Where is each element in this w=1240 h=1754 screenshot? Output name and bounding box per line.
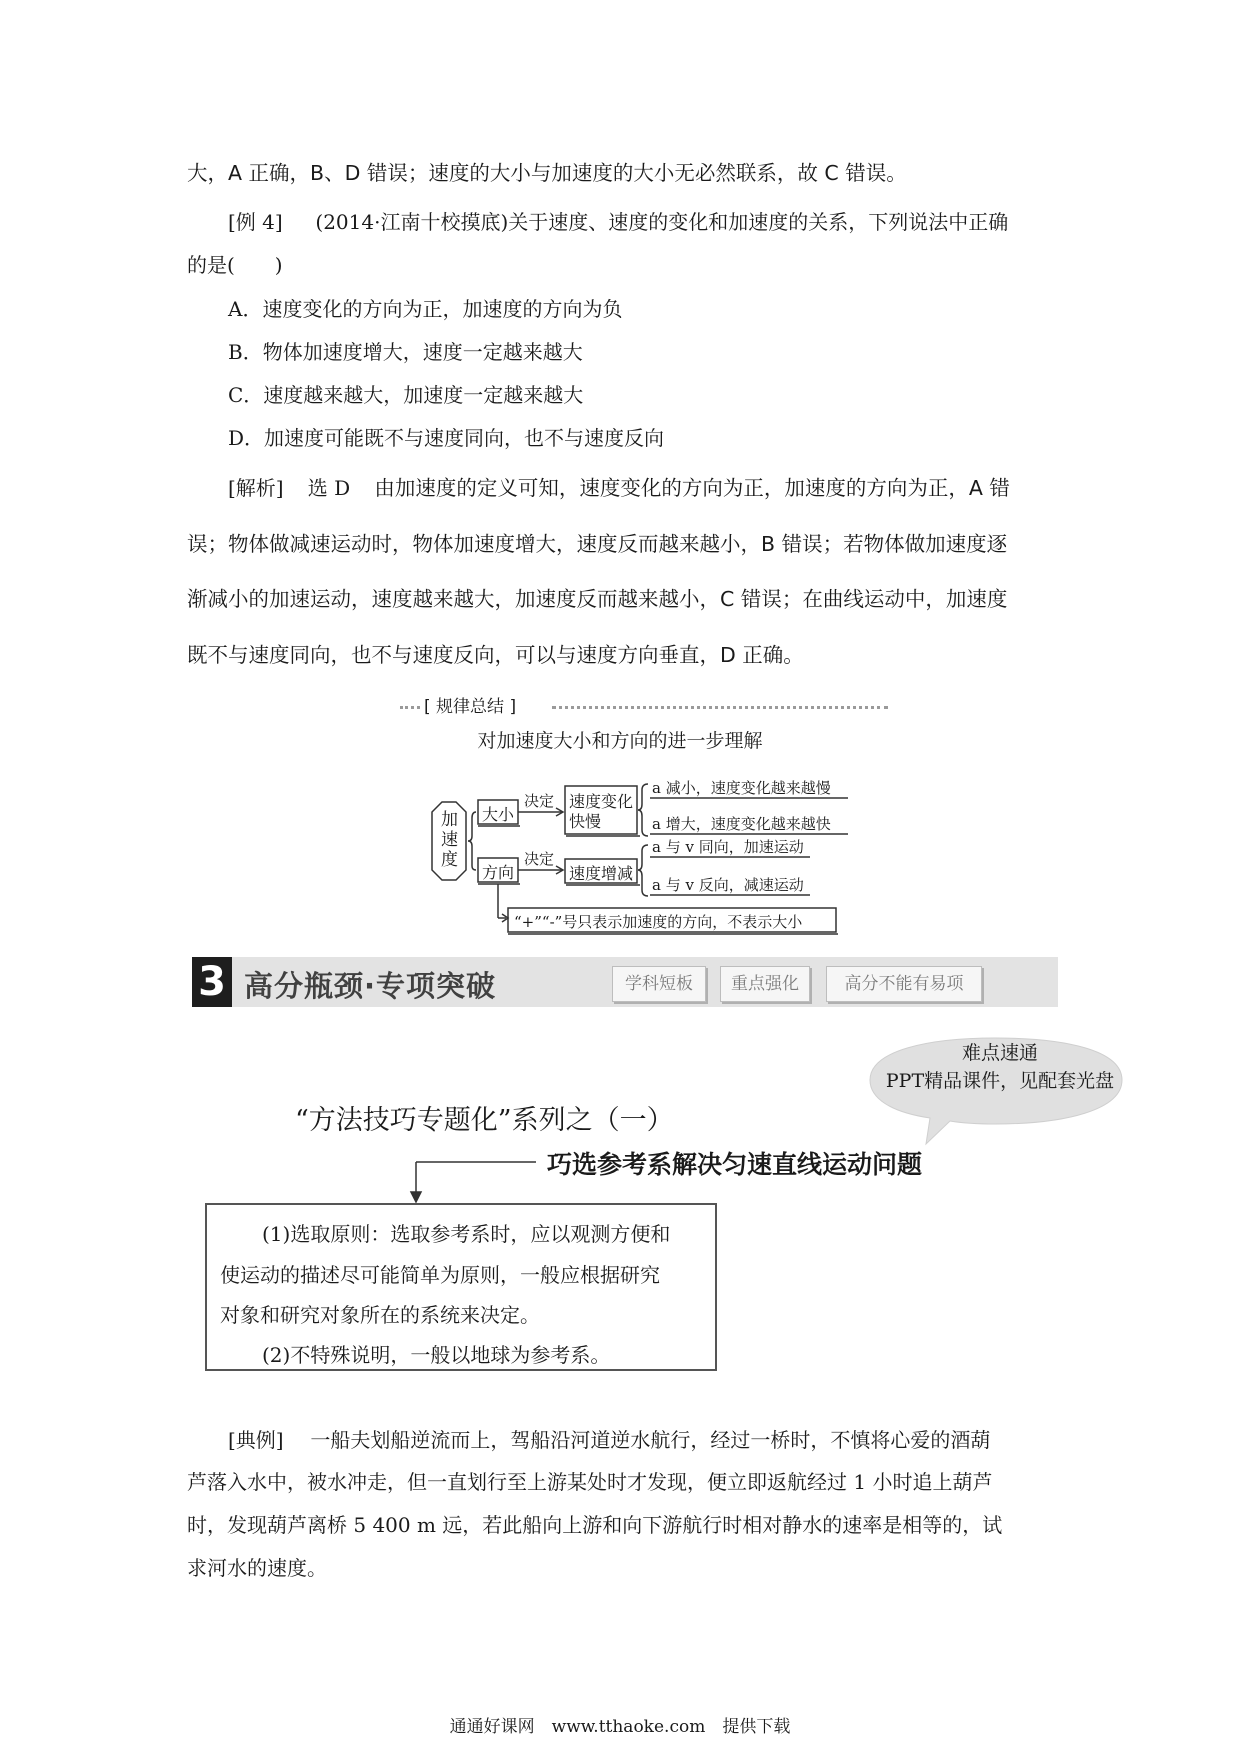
example4-source: (2014·江南十校摸底) <box>315 210 509 234</box>
tag-subject-weakness[interactable]: 学科短板 <box>612 966 706 1002</box>
typical-label: [典例] <box>228 1428 284 1452</box>
decide-label-1: 决定 <box>524 792 555 810</box>
sign-note-text: “+”“-”号只表示加速度的方向，不表示大小 <box>514 913 803 931</box>
box-line-4: (2)不特殊说明，一般以地球为参考系。 <box>262 1343 611 1367</box>
analysis-line-3: 渐减小的加速运动，速度越来越大，加速度反而越来越小，C 错误；在曲线运动中，加速度 <box>187 587 1008 611</box>
box-line-1: (1)选取原则：选取参考系时，应以观测方便和 <box>262 1222 671 1246</box>
typical-line-1: 一船夫划船逆流而上，驾船沿河道逆水航行，经过一桥时，不慎将心爱的酒葫 <box>310 1428 991 1452</box>
option-c: C．速度越来越大，加速度一定越来越大 <box>228 383 584 407</box>
typical-line-4: 求河水的速度。 <box>187 1556 327 1580</box>
option-a: A．速度变化的方向为正，加速度的方向为负 <box>228 297 623 321</box>
option-d: D．加速度可能既不与速度同向，也不与速度反向 <box>228 426 665 450</box>
bubble-line-2: PPT精品课件，见配套光盘 <box>885 1070 1115 1092</box>
section-number: 3 <box>192 957 232 1007</box>
typical-line-2: 芦落入水中，被水冲走，但一直划行至上游某处时才发现，便立即返航经过 1 小时追上葫芦 <box>187 1470 993 1494</box>
bubble-line-1: 难点速通 <box>961 1042 1038 1064</box>
a-large-text: a 增大，速度变化越来越快 <box>652 815 831 833</box>
speed-change-line1: 速度变化 <box>569 792 634 811</box>
example4-label: [例 4] <box>228 210 283 234</box>
decide-label-2: 决定 <box>524 850 555 868</box>
analysis-line-1: 由加速度的定义可知，速度变化的方向为正，加速度的方向为正，A 错 <box>374 476 1010 500</box>
tag-key-reinforce[interactable]: 重点强化 <box>720 966 810 1002</box>
analysis-label: [解析] <box>228 476 284 500</box>
a-small-text: a 减小，速度变化越来越慢 <box>652 779 831 797</box>
series-title: “方法技巧专题化”系列之（一） <box>295 1105 674 1136</box>
direction-label: 方向 <box>482 863 515 882</box>
root-char-1: 加 <box>441 810 458 830</box>
box-line-3: 对象和研究对象所在的系统来决定。 <box>220 1303 540 1327</box>
rule-summary-label: [ 规律总结 ] <box>424 697 517 717</box>
example4-stem-a: 关于速度、速度的变化和加速度的关系，下列说法中正确 <box>508 210 1009 234</box>
speed-inc-dec: 速度增减 <box>569 864 634 883</box>
answer-continuation: 大，A 正确，B、D 错误；速度的大小与加速度的大小无必然联系，故 C 错误。 <box>187 161 907 185</box>
box-line-2: 使运动的描述尽可能简单为原则，一般应根据研究 <box>220 1263 660 1287</box>
section-title: 高分瓶颈·专项突破 <box>244 969 497 1003</box>
example4-stem-b: 的是( ) <box>187 253 283 277</box>
magnitude-label: 大小 <box>482 805 515 824</box>
typical-line-3: 时，发现葫芦离桥 5 400 m 远，若此船向上游和向下游航行时相对静水的速率是相等的，试 <box>187 1513 1003 1537</box>
opposite-direction-text: a 与 v 反向，减速运动 <box>652 876 804 894</box>
same-direction-text: a 与 v 同向，加速运动 <box>652 838 804 856</box>
typical-first-line <box>228 1424 990 1453</box>
root-char-3: 度 <box>441 850 458 870</box>
page-footer: 通通好课网 www.tthaoke.com 提供下载 <box>449 1717 791 1737</box>
analysis-choice: 选 D <box>307 476 351 500</box>
speed-change-line2: 快慢 <box>569 812 602 831</box>
root-char-2: 速 <box>441 830 458 850</box>
rule-summary-title: 对加速度大小和方向的进一步理解 <box>477 730 763 752</box>
analysis-line-2: 误；物体做减速运动时，物体加速度增大，速度反而越来越小，B 错误；若物体做加速度逐 <box>187 532 1008 556</box>
topic-title: 巧选参考系解决匀速直线运动问题 <box>547 1150 923 1179</box>
tag-no-easy-items[interactable]: 高分不能有易项 <box>826 966 982 1002</box>
option-b: B．物体加速度增大，速度一定越来越大 <box>228 340 583 364</box>
analysis-line-4: 既不与速度同向，也不与速度反向，可以与速度方向垂直，D 正确。 <box>187 643 804 667</box>
